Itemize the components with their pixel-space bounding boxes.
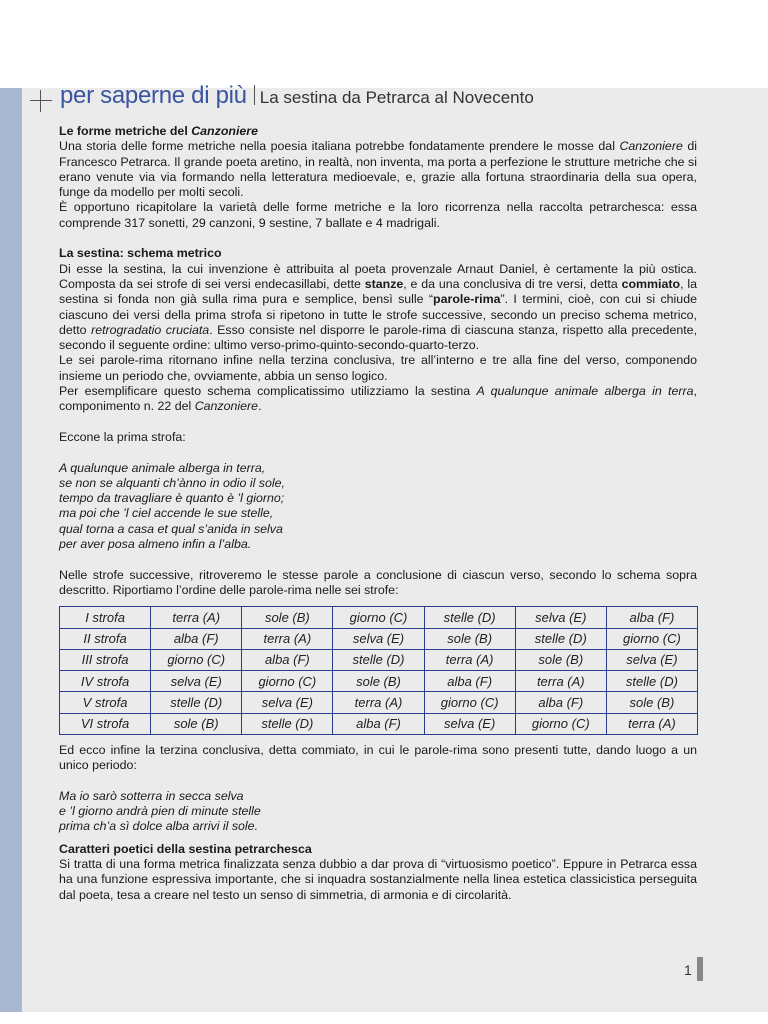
article-body	[59, 124, 697, 903]
left-color-strip	[0, 88, 22, 1012]
verse-line: qual torna a casa et qual s’anida in selva	[59, 521, 283, 536]
parola-rima-cell: terra (A)	[606, 713, 697, 734]
strofa-label-cell: V strofa	[60, 692, 151, 713]
verse-line: Ma io sarò sotterra in secca selva	[59, 788, 244, 803]
paragraph: Di esse la sestina, la cui invenzione è attribuita al poeta provenzale Arnaut Daniel, è certamente la più ostica. Composta da sei strofe di sei versi endecasillabi, dette stanze, e da una conclusiva di tre versi, detta commiato, la sestina si fonda non già sulla rima pura e semplice, bensì sulle “parole-rima”. I termini, cioè, con cui si chiude ciascuno dei versi della prima strofa si ripetono in tutte le strofe successive, secondo un preciso schema metrico, detto retrogradatio cruciata. Esso consiste nel disporre le parole-rima di ciascuna stanza, rispetto alla precedente, secondo il seguente ordine: ultimo verso-primo-quinto-secondo-quarto-terzo.	[59, 261, 697, 353]
parola-rima-cell: terra (A)	[515, 671, 606, 692]
page-number-bar	[697, 957, 703, 981]
table-intro: Nelle strofe successive, ritroveremo le stesse parole a conclusione di ciascun verso, secondo lo schema sopra descritto. Riportiamo l’ordine delle parole-rima nelle sei strofe:	[59, 567, 697, 597]
parola-rima-cell: selva (E)	[333, 628, 424, 649]
verse-line: ma poi che ’l ciel accende le sue stelle,	[59, 506, 274, 521]
table-row	[60, 607, 698, 628]
page-subtitle: La sestina da Petrarca al Novecento	[259, 88, 534, 107]
strofa-label-cell: III strofa	[60, 649, 151, 670]
parola-rima-cell: terra (A)	[151, 607, 242, 628]
paragraph: Le sei parole-rima ritornano infine nella terzina conclusiva, tre all’interno e tre alla fine del verso, componendo insieme un periodo che, ovviamente, abbia un senso logico.	[59, 353, 697, 383]
parola-rima-cell: alba (F)	[515, 692, 606, 713]
prima-strofa	[59, 461, 697, 553]
strofa-label-cell: IV strofa	[60, 671, 151, 692]
parola-rima-cell: alba (F)	[424, 671, 515, 692]
header-divider	[254, 85, 255, 105]
parola-rima-cell: giorno (C)	[333, 607, 424, 628]
parola-rima-cell: terra (A)	[333, 692, 424, 713]
parola-rima-cell: sole (B)	[606, 692, 697, 713]
paragraph: Una storia delle forme metriche nella poesia italiana potrebbe fondatamente prendere le mosse dal Canzoniere di Francesco Petrarca. Il grande poeta aretino, in realtà, non inventa, ma porta a perfezione le strutture metriche che si erano venute via via formando nella letteratura medioevale, e, grazie alla fortuna straordinaria della sua opera, funge da modello per molti secoli.	[59, 139, 697, 200]
verse-line: e ’l giorno andrà pien di minute stelle	[59, 804, 261, 819]
table-row	[60, 692, 698, 713]
parola-rima-cell: selva (E)	[242, 692, 333, 713]
paragraph: È opportuno ricapitolare la varietà delle forme metriche e la loro ricorrenza nella raccolta petrarchesca: essa comprende 317 sonetti, 29 canzoni, 9 sestine, 7 ballate e 4 madrigali.	[59, 200, 697, 230]
table-row	[60, 628, 698, 649]
verse-line: se non se alquanti ch’ànno in odio il sole,	[59, 475, 285, 490]
parola-rima-cell: terra (A)	[242, 628, 333, 649]
parola-rima-cell: terra (A)	[424, 649, 515, 670]
parola-rima-cell: stelle (D)	[151, 692, 242, 713]
page-number: 1	[684, 962, 692, 978]
parola-rima-cell: stelle (D)	[424, 607, 515, 628]
crosshair-mark-icon	[30, 90, 52, 112]
page-header	[60, 82, 534, 110]
verse-line: prima ch’a sì dolce alba arrivi il sole.	[59, 819, 259, 834]
parola-rima-cell: alba (F)	[333, 713, 424, 734]
parola-rima-cell: selva (E)	[424, 713, 515, 734]
table-row	[60, 713, 698, 734]
parola-rima-cell: stelle (D)	[515, 628, 606, 649]
parola-rima-cell: giorno (C)	[606, 628, 697, 649]
parola-rima-cell: selva (E)	[606, 649, 697, 670]
parola-rima-cell: sole (B)	[151, 713, 242, 734]
parole-rima-table	[59, 606, 698, 735]
parola-rima-cell: giorno (C)	[151, 649, 242, 670]
section-heading-forme: Le forme metriche del Canzoniere	[59, 124, 259, 138]
parola-rima-cell: selva (E)	[151, 671, 242, 692]
table-row	[60, 671, 698, 692]
section-heading-schema: La sestina: schema metrico	[59, 246, 222, 261]
parola-rima-cell: alba (F)	[242, 649, 333, 670]
paragraph: Si tratta di una forma metrica finalizzata senza dubbio a dar prova di “virtuosismo poetico”. Eppure in Petrarca essa ha una funzione espressiva importante, che si inquadra sostanzialmente nella linea estetica classicistica perseguita dal poeta, tesa a creare nel testo un senso di simmetria, di armonia e di circolarità.	[59, 857, 697, 902]
strofa-label-cell: I strofa	[60, 607, 151, 628]
parola-rima-cell: giorno (C)	[515, 713, 606, 734]
rubric-title: per saperne di più	[60, 82, 247, 109]
parola-rima-cell: stelle (D)	[242, 713, 333, 734]
strofa-label-cell: II strofa	[60, 628, 151, 649]
verse-line: per aver posa almeno infin a l’alba.	[59, 537, 252, 552]
strofa-intro: Eccone la prima strofa:	[59, 429, 186, 444]
parola-rima-cell: selva (E)	[515, 607, 606, 628]
parola-rima-cell: alba (F)	[151, 628, 242, 649]
commiato-verses	[59, 789, 697, 835]
parola-rima-cell: giorno (C)	[424, 692, 515, 713]
parola-rima-cell: sole (B)	[515, 649, 606, 670]
paragraph: Per esemplificare questo schema complicatissimo utilizziamo la sestina A qualunque animale alberga in terra, componimento n. 22 del Canzoniere.	[59, 384, 697, 414]
verse-line: tempo da travagliare è quanto è ’l giorno;	[59, 491, 285, 506]
commiato-intro: Ed ecco infine la terzina conclusiva, detta commiato, in cui le parole-rima sono presenti tutte, dando luogo a un unico periodo:	[59, 742, 697, 773]
strofa-label-cell: VI strofa	[60, 713, 151, 734]
parola-rima-cell: stelle (D)	[333, 649, 424, 670]
section-heading-caratteri: Caratteri poetici della sestina petrarchesca	[59, 841, 312, 856]
table-row	[60, 649, 698, 670]
parola-rima-cell: giorno (C)	[242, 671, 333, 692]
verse-line: A qualunque animale alberga in terra,	[59, 460, 266, 475]
parola-rima-cell: sole (B)	[242, 607, 333, 628]
parola-rima-cell: sole (B)	[424, 628, 515, 649]
parola-rima-cell: stelle (D)	[606, 671, 697, 692]
parola-rima-cell: sole (B)	[333, 671, 424, 692]
parola-rima-cell: alba (F)	[606, 607, 697, 628]
